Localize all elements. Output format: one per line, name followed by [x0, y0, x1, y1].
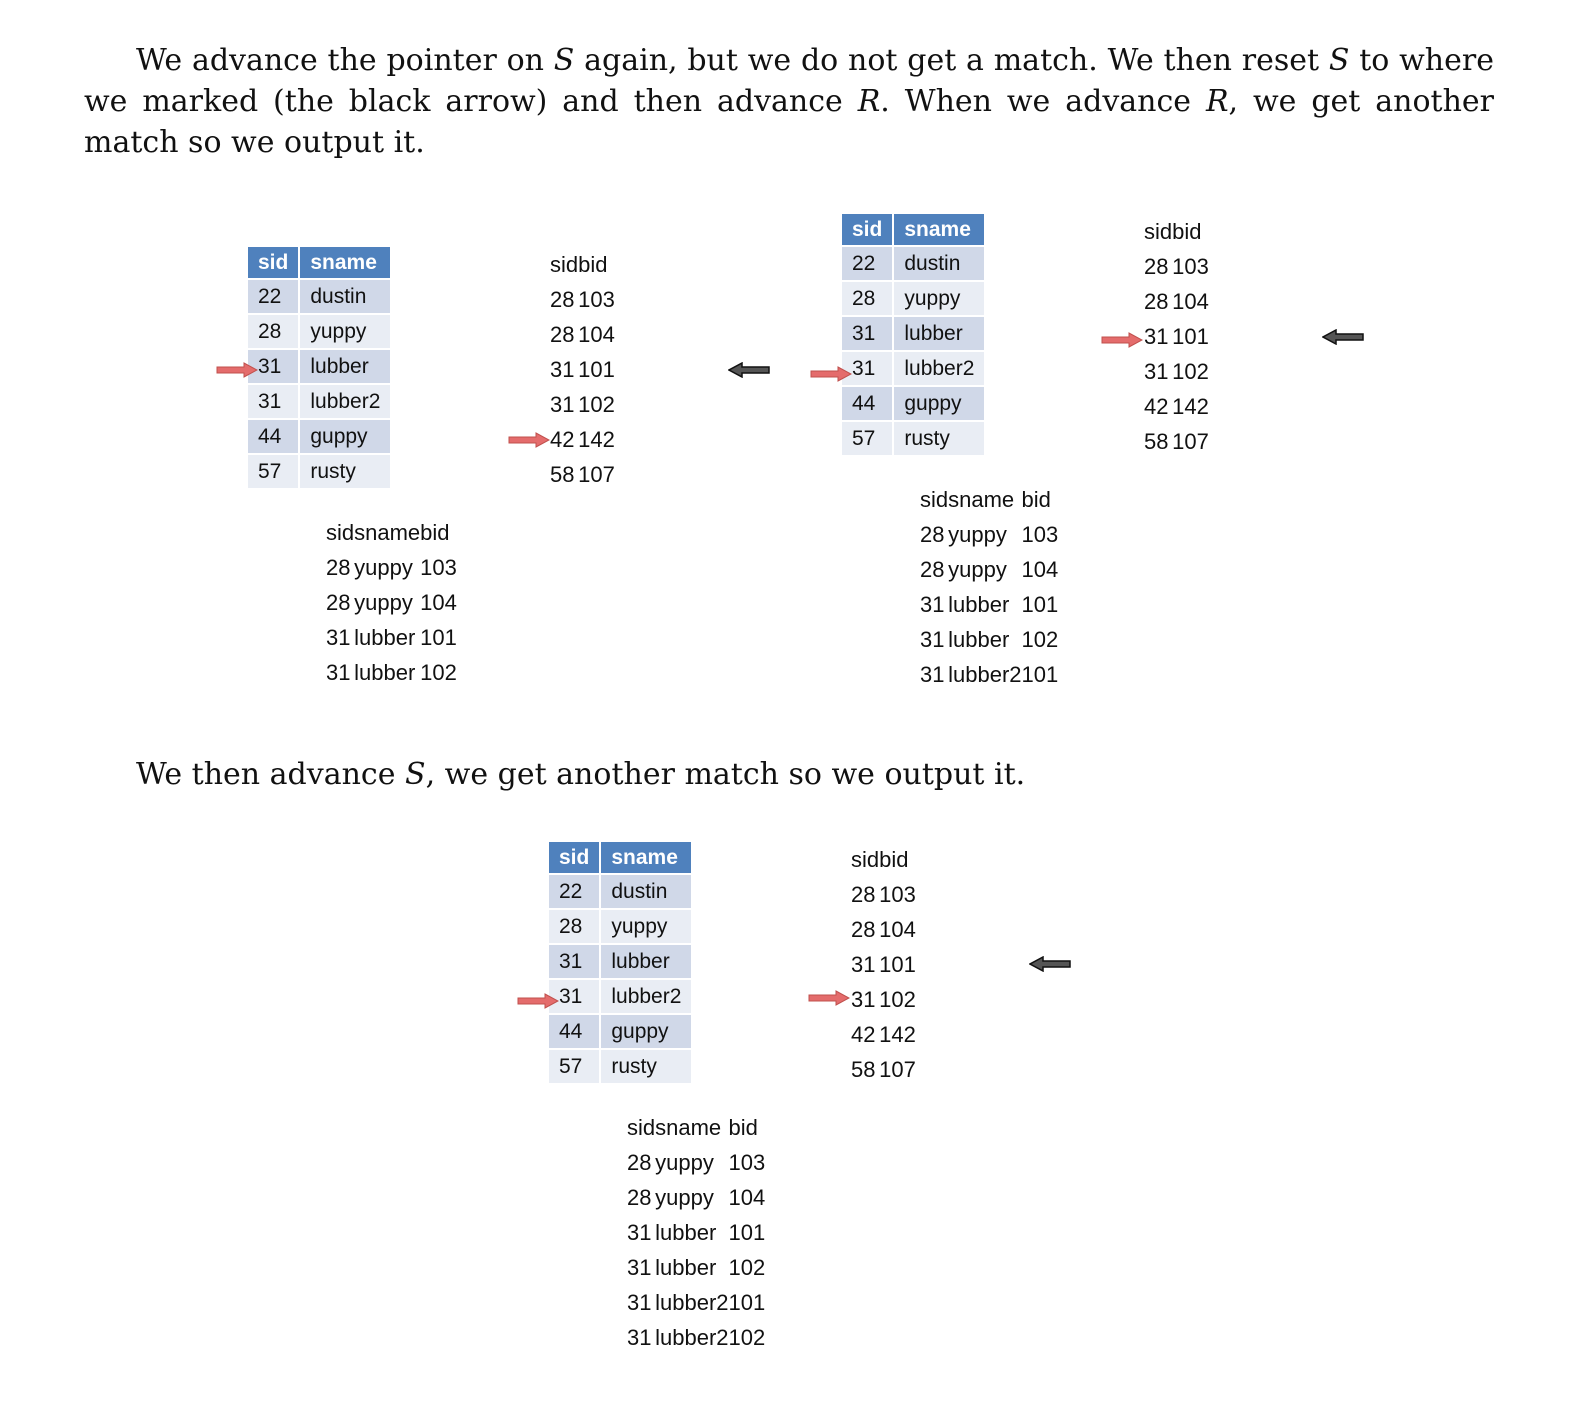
- cell: 107: [578, 461, 615, 487]
- header-cell: sid: [920, 486, 949, 512]
- table-row: [851, 877, 916, 912]
- table-row: [550, 352, 615, 387]
- cell: yuppy: [948, 521, 1007, 547]
- cell: guppy: [601, 1015, 691, 1048]
- cell: rusty: [300, 455, 390, 488]
- cell: 104: [879, 916, 916, 942]
- output-table: [627, 1110, 765, 1355]
- header-cell: bid: [728, 1114, 758, 1140]
- cell: yuppy: [894, 282, 984, 315]
- table-row: [248, 420, 390, 453]
- table-row: [842, 317, 984, 350]
- cell: yuppy: [601, 910, 691, 943]
- table-row: [627, 1180, 765, 1215]
- cell: yuppy: [354, 554, 413, 580]
- cell: yuppy: [300, 315, 390, 348]
- cell: lubber: [948, 626, 1010, 652]
- table-row: [842, 247, 984, 280]
- cell: 22: [842, 247, 892, 280]
- header-cell: bid: [1021, 486, 1051, 512]
- table-row: [549, 910, 691, 943]
- table-row: [550, 317, 615, 352]
- header-cell: sname: [655, 1114, 722, 1140]
- header-cell: bid: [1172, 218, 1202, 244]
- table-row: [842, 352, 984, 385]
- cell: 57: [549, 1050, 599, 1083]
- cell: 28: [851, 881, 876, 907]
- cell: 28: [1144, 288, 1169, 314]
- cell: 31: [851, 986, 876, 1012]
- cell: lubber2: [655, 1324, 729, 1350]
- cell: 28: [627, 1149, 652, 1175]
- paragraph-1: We advance the pointer on S again, but we do not get a match. We then reset S to where we marked (the black arrow) and then advance R. When we advance R, we get another match so we output it.: [84, 43, 1494, 160]
- table-row: [1144, 319, 1209, 354]
- reserves-table: [851, 842, 916, 1087]
- red-pointer-arrow-icon: [216, 362, 258, 378]
- table-row: [248, 350, 390, 383]
- header-cell: sid: [842, 214, 892, 245]
- table-row: [851, 1052, 916, 1087]
- cell: dustin: [300, 280, 390, 313]
- cell: dustin: [894, 247, 984, 280]
- cell: 103: [420, 554, 457, 580]
- reserves-table: [550, 247, 615, 492]
- cell: 58: [1144, 428, 1169, 454]
- cell: 31: [550, 391, 575, 417]
- table-row: [549, 875, 691, 908]
- cell: 101: [578, 356, 615, 382]
- sailors-table: [840, 212, 986, 457]
- table-row: [326, 655, 457, 690]
- header-cell: sname: [300, 247, 390, 278]
- cell: guppy: [894, 387, 984, 420]
- table-row: [549, 1050, 691, 1083]
- cell: 107: [1172, 428, 1209, 454]
- cell: 31: [920, 626, 945, 652]
- red-pointer-arrow-icon: [1101, 332, 1143, 348]
- cell: 101: [420, 624, 457, 650]
- cell: 31: [842, 352, 892, 385]
- table-row: [920, 657, 1058, 692]
- cell: 142: [879, 1021, 916, 1047]
- table-row: [550, 282, 615, 317]
- table-row: [627, 1215, 765, 1250]
- cell: yuppy: [655, 1149, 714, 1175]
- cell: 104: [728, 1184, 766, 1210]
- table-row: [326, 620, 457, 655]
- header-cell: bid: [420, 519, 450, 545]
- cell: 58: [851, 1056, 876, 1082]
- table-row: [842, 422, 984, 455]
- cell: lubber: [894, 317, 984, 350]
- cell: 22: [248, 280, 298, 313]
- header-cell: sname: [894, 214, 984, 245]
- cell: 142: [1172, 393, 1209, 419]
- red-pointer-arrow-icon: [508, 432, 550, 448]
- cell: lubber2: [300, 385, 390, 418]
- cell: 103: [1021, 521, 1059, 547]
- header-cell: sid: [326, 519, 355, 545]
- header-cell: sid: [248, 247, 298, 278]
- cell: rusty: [894, 422, 984, 455]
- cell: 101: [1021, 591, 1059, 617]
- table-row: [851, 912, 916, 947]
- paragraph-2: We then advance S, we get another match so we output it.: [136, 757, 1026, 792]
- table-row: [920, 552, 1058, 587]
- black-mark-arrow-icon: [728, 362, 770, 378]
- cell: yuppy: [948, 556, 1007, 582]
- cell: 104: [1021, 556, 1059, 582]
- cell: 31: [627, 1289, 652, 1315]
- cell: 102: [578, 391, 615, 417]
- cell: 44: [842, 387, 892, 420]
- header-cell: bid: [879, 846, 909, 872]
- header-cell: sname: [601, 842, 691, 873]
- table-row: [549, 945, 691, 978]
- cell: 31: [627, 1254, 652, 1280]
- cell: 101: [879, 951, 916, 977]
- cell: 102: [420, 659, 457, 685]
- cell: 42: [1144, 393, 1169, 419]
- table-row: [627, 1320, 765, 1355]
- cell: 31: [842, 317, 892, 350]
- red-pointer-arrow-icon: [517, 993, 559, 1009]
- table-row: [248, 455, 390, 488]
- cell: lubber: [300, 350, 390, 383]
- table-row: [248, 280, 390, 313]
- table-row: [1144, 249, 1209, 284]
- cell: lubber: [655, 1254, 717, 1280]
- header-cell: sname: [354, 519, 421, 545]
- red-pointer-arrow-icon: [810, 366, 852, 382]
- cell: 102: [728, 1324, 766, 1350]
- header-cell: sid: [851, 846, 880, 872]
- cell: 102: [879, 986, 916, 1012]
- cell: 142: [578, 426, 615, 452]
- cell: 28: [627, 1184, 652, 1210]
- cell: 28: [550, 286, 575, 312]
- cell: 31: [248, 385, 298, 418]
- cell: 57: [248, 455, 298, 488]
- cell: 31: [1144, 358, 1169, 384]
- table-row: [1144, 424, 1209, 459]
- cell: 31: [549, 945, 599, 978]
- table-row: [842, 282, 984, 315]
- cell: 31: [920, 591, 945, 617]
- cell: lubber: [948, 591, 1010, 617]
- table-row: [1144, 354, 1209, 389]
- cell: 28: [248, 315, 298, 348]
- cell: 42: [550, 426, 575, 452]
- cell: 57: [842, 422, 892, 455]
- cell: 28: [550, 321, 575, 347]
- cell: 28: [549, 910, 599, 943]
- table-row: [1144, 389, 1209, 424]
- table-row: [248, 315, 390, 348]
- cell: 44: [549, 1015, 599, 1048]
- cell: dustin: [601, 875, 691, 908]
- table-row: [1144, 284, 1209, 319]
- header-cell: sid: [1144, 218, 1173, 244]
- sailors-table: [547, 840, 693, 1085]
- header-cell: bid: [578, 251, 608, 277]
- table-row: [851, 1017, 916, 1052]
- cell: lubber2: [655, 1289, 729, 1315]
- cell: 31: [326, 624, 351, 650]
- table-row: [627, 1145, 765, 1180]
- cell: 101: [728, 1289, 766, 1315]
- cell: 28: [326, 554, 351, 580]
- header-cell: sid: [549, 842, 599, 873]
- table-row: [549, 980, 691, 1013]
- cell: yuppy: [354, 589, 413, 615]
- cell: 31: [248, 350, 298, 383]
- cell: 103: [578, 286, 615, 312]
- cell: lubber: [601, 945, 691, 978]
- cell: 28: [842, 282, 892, 315]
- cell: 107: [879, 1056, 916, 1082]
- cell: yuppy: [655, 1184, 714, 1210]
- cell: 31: [1144, 323, 1169, 349]
- cell: 42: [851, 1021, 876, 1047]
- table-row: [550, 457, 615, 492]
- table-row: [627, 1285, 765, 1320]
- table-row: [326, 550, 457, 585]
- cell: 31: [326, 659, 351, 685]
- output-table: [326, 515, 457, 690]
- cell: lubber: [354, 659, 416, 685]
- black-mark-arrow-icon: [1322, 329, 1364, 345]
- red-pointer-arrow-icon: [808, 990, 850, 1006]
- cell: rusty: [601, 1050, 691, 1083]
- cell: 101: [1172, 323, 1209, 349]
- table-row: [842, 387, 984, 420]
- header-cell: sid: [627, 1114, 656, 1140]
- cell: lubber2: [601, 980, 691, 1013]
- cell: 104: [1172, 288, 1209, 314]
- table-row: [627, 1250, 765, 1285]
- cell: 31: [550, 356, 575, 382]
- cell: 103: [879, 881, 916, 907]
- cell: 104: [420, 589, 457, 615]
- cell: 101: [1021, 661, 1059, 687]
- cell: 31: [627, 1219, 652, 1245]
- cell: 28: [851, 916, 876, 942]
- cell: lubber2: [948, 661, 1022, 687]
- table-row: [550, 422, 615, 457]
- table-row: [326, 585, 457, 620]
- cell: 28: [1144, 253, 1169, 279]
- cell: 31: [851, 951, 876, 977]
- cell: 103: [1172, 253, 1209, 279]
- table-row: [851, 982, 916, 1017]
- table-row: [851, 947, 916, 982]
- cell: guppy: [300, 420, 390, 453]
- cell: 102: [1172, 358, 1209, 384]
- cell: 28: [920, 556, 945, 582]
- table-row: [549, 1015, 691, 1048]
- sailors-table: [246, 245, 392, 490]
- reserves-table: [1144, 214, 1209, 459]
- cell: 28: [326, 589, 351, 615]
- header-cell: sname: [948, 486, 1015, 512]
- cell: 58: [550, 461, 575, 487]
- cell: 104: [578, 321, 615, 347]
- cell: lubber: [354, 624, 416, 650]
- cell: 31: [549, 980, 599, 1013]
- table-row: [920, 587, 1058, 622]
- cell: 44: [248, 420, 298, 453]
- table-row: [550, 387, 615, 422]
- table-row: [920, 517, 1058, 552]
- cell: 22: [549, 875, 599, 908]
- cell: 28: [920, 521, 945, 547]
- cell: lubber2: [894, 352, 984, 385]
- black-mark-arrow-icon: [1029, 956, 1071, 972]
- table-row: [920, 622, 1058, 657]
- header-cell: sid: [550, 251, 579, 277]
- cell: 102: [728, 1254, 766, 1280]
- cell: 101: [728, 1219, 766, 1245]
- output-table: [920, 482, 1058, 692]
- cell: 102: [1021, 626, 1059, 652]
- cell: lubber: [655, 1219, 717, 1245]
- cell: 31: [920, 661, 945, 687]
- cell: 103: [728, 1149, 766, 1175]
- table-row: [248, 385, 390, 418]
- cell: 31: [627, 1324, 652, 1350]
